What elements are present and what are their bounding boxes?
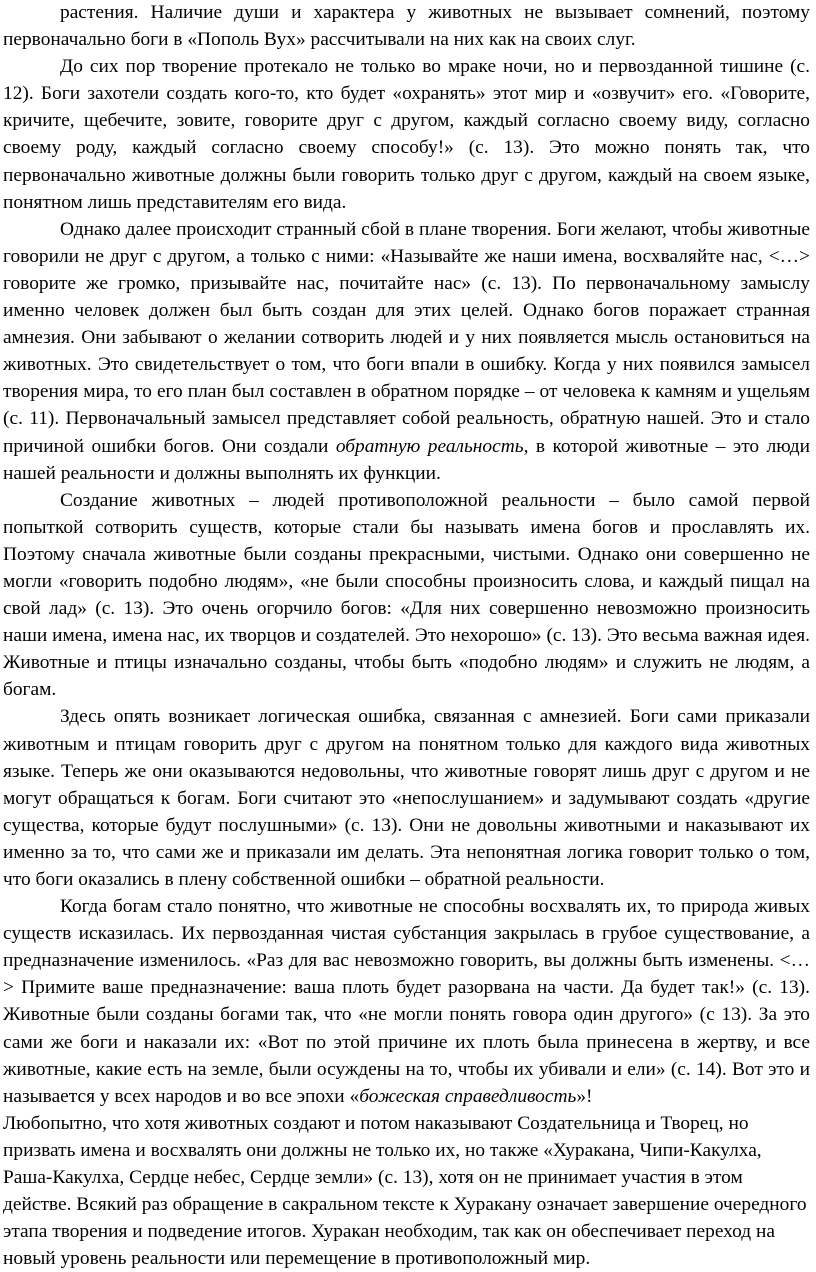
paragraph-text: До сих пор творение протекало не только во мраке ночи, но и первозданной тишине (с. 12). Боги захотели создать кого-то, кто будет «охранять» этот мир и «озвучит» его. «Говорите, кричите, щебечите, зовите, говорите друг с другом, каждый согласно своему виду, согласно своему роду, каждый согласно своему способу!» (с. 13). Это можно понять так, что первоначально животные должны были говорить только друг с другом, каждый на своем языке, понятном лишь представителям его вида. (3, 56, 810, 213)
paragraph-6 (3, 893, 810, 1110)
italic-term-reverse-reality: обратную реальность (335, 435, 524, 457)
paragraph-2 (3, 53, 810, 216)
paragraph-7 (3, 1110, 810, 1272)
paragraph-1 (3, 0, 810, 53)
paragraph-5 (3, 703, 810, 893)
paragraph-text: »! (576, 1085, 593, 1107)
paragraph-4 (3, 487, 810, 704)
paragraph-text: растения. Наличие души и характера у животных не вызывает сомнений, поэтому первоначально боги в «Пополь Вух» рассчитывали на них как на своих слуг. (3, 2, 810, 51)
paragraph-text: Здесь опять возникает логическая ошибка, связанная с амнезией. Боги сами приказали животным и птицам говорить друг с другом на понятном только для каждого вида животных языке. Теперь же они оказываются недовольны, что животные говорят лишь друг с другом и не могут обращаться к богам. Боги считают это «непослушанием» и задумывают создать «другие существа, которые будут послушными» (с. 13). Они не довольны животными и наказывают их именно за то, что сами же и приказали им делать. Эта непонятная логика говорит только о том, что боги оказались в плену собственной ошибки – обратной реальности. (3, 706, 810, 890)
paragraph-text: Создание животных – людей противоположной реальности – было самой первой попыткой сотворить существ, которые стали бы называть имена богов и прославлять их. Поэтому сначала животные были созданы прекрасными, чистыми. Однако они совершенно не могли «говорить подобно людям», «не были способны произносить слова, и каждый пищал на свой лад» (с. 13). Это очень огорчило богов: «Для них совершенно невозможно произносить наши имена, имена нас, их творцов и создателей. Это нехорошо» (с. 13). Это весьма важная идея. Животные и птицы изначально созданы, чтобы быть «подобно людям» и служить не людям, а богам. (3, 489, 810, 701)
paragraph-text: Когда богам стало понятно, что животные не способны восхвалять их, то природа живых существ исказилась. Их первозданная чистая субстанция закрылась в грубое существование, а предназначение изменилось. «Раз для вас невозможно говорить, вы должны быть изменены. <…> Примите ваше предназначение: ваша плоть будет разорвана на части. Да будет так!» (с. 13). Животные были созданы богами так, что «не могли понять говора один другого» (с 13). За это сами же боги и наказали их: «Вот по этой причине их плоть была принесена в жертву, и все животные, какие есть на земле, были осуждены на то, чтобы их убивали и ели» (с. 14). Вот это и называется у всех народов и во все эпохи « (3, 896, 810, 1107)
paragraph-3 (3, 216, 810, 487)
italic-term-divine-justice: божеская справедливость (359, 1085, 577, 1107)
paragraph-text: Любопытно, что хотя животных создают и потом наказывают Создательница и Творец, но призвать имена и восхвалять они должны не только их, но также «Хуракана, Чипи-Какулха, Раша-Какулха, Сердце небес, Сердце земли» (с. 13), хотя он не принимает участия в этом действе. Всякий раз обращение в сакральном тексте к Хуракану означает завершение очередного этапа творения и подведение итогов. Хуракан необходим, так как он обеспечивает переход на новый уровень реальности или перемещение в противоположный мир. (3, 1112, 807, 1270)
paragraph-text: , в которой животные – это люди нашей реальности и должны выполнять их функции. (3, 435, 810, 484)
paragraph-text: Однако далее происходит странный сбой в плане творения. Боги желают, чтобы животные говорили не друг с другом, а только с ними: «Называйте же наши имена, восхваляйте нас, <…> говорите же громко, призывайте нас, почитайте нас» (с. 13). По первоначальному замыслу именно человек должен был быть создан для этих целей. Однако богов поражает странная амнезия. Они забывают о желании сотворить людей и у них появляется мысль остановиться на животных. Это свидетельствует о том, что боги впали в ошибку. Когда у них появился замысел творения мира, то его план был составлен в обратном порядке – от человека к камням и ущельям (с. 11). Первоначальный замысел представляет собой реальность, обратную нашей. Это и стало причиной ошибки богов. Они создали (3, 218, 810, 457)
